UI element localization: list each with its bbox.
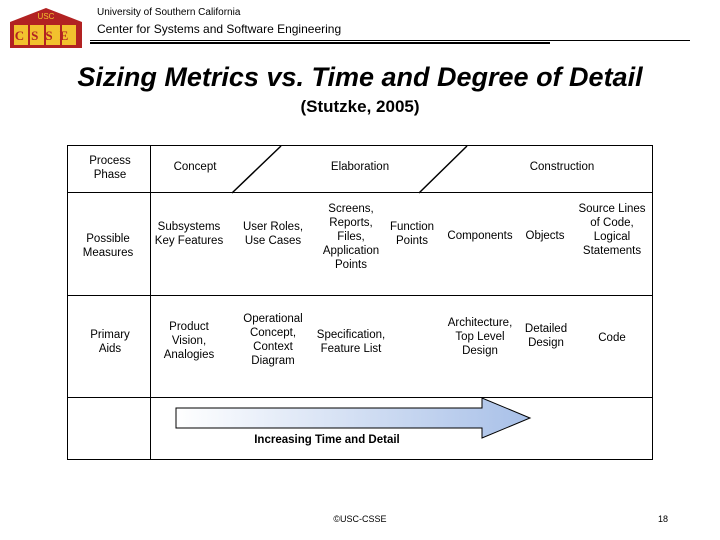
slide-subtitle: (Stutzke, 2005) xyxy=(300,97,420,116)
measure-user-roles: User Roles, Use Cases xyxy=(242,221,304,247)
phase-concept: Concept xyxy=(173,161,217,173)
logo-csse-text: CSSE xyxy=(14,28,76,43)
copyright-footer: ©USC-CSSE xyxy=(333,514,387,524)
row-header-process-phase: Process Phase xyxy=(89,155,131,181)
aid-operational-concept: Operational Concept, Context Diagram xyxy=(243,313,303,367)
logo-usc-text: USC xyxy=(37,12,55,21)
aid-product-vision: Product Vision, Analogies xyxy=(163,321,215,361)
measure-subsystems: Subsystems Key Features xyxy=(154,221,224,247)
measure-function-points: Function Points xyxy=(389,221,435,247)
phase-construction: Construction xyxy=(529,161,595,173)
university-name: University of Southern California xyxy=(97,7,241,18)
row-header-possible-measures: Possible Measures xyxy=(82,233,134,259)
aid-specification: Specification, Feature List xyxy=(316,329,386,355)
aid-detailed-design: Detailed Design xyxy=(524,323,568,349)
center-name: Center for Systems and Software Engineering xyxy=(97,22,342,36)
time-arrow xyxy=(176,398,530,438)
phase-slash-1 xyxy=(232,146,281,193)
page-number: 18 xyxy=(657,514,668,524)
phase-slash-2 xyxy=(419,146,467,193)
aid-code: Code xyxy=(598,332,626,344)
measure-components: Components xyxy=(447,230,513,242)
measure-objects: Objects xyxy=(525,230,565,242)
measure-screens-reports: Screens, Reports, Files, Application Points xyxy=(322,203,380,271)
row-header-primary-aids: Primary Aids xyxy=(90,329,130,355)
measure-source-lines: Source Lines of Code, Logical Statements xyxy=(578,203,646,257)
aid-architecture: Architecture, Top Level Design xyxy=(447,317,513,357)
phase-elaboration: Elaboration xyxy=(330,161,390,173)
arrow-label: Increasing Time and Detail xyxy=(254,434,400,446)
slide-title: Sizing Metrics vs. Time and Degree of Detail xyxy=(77,62,643,92)
